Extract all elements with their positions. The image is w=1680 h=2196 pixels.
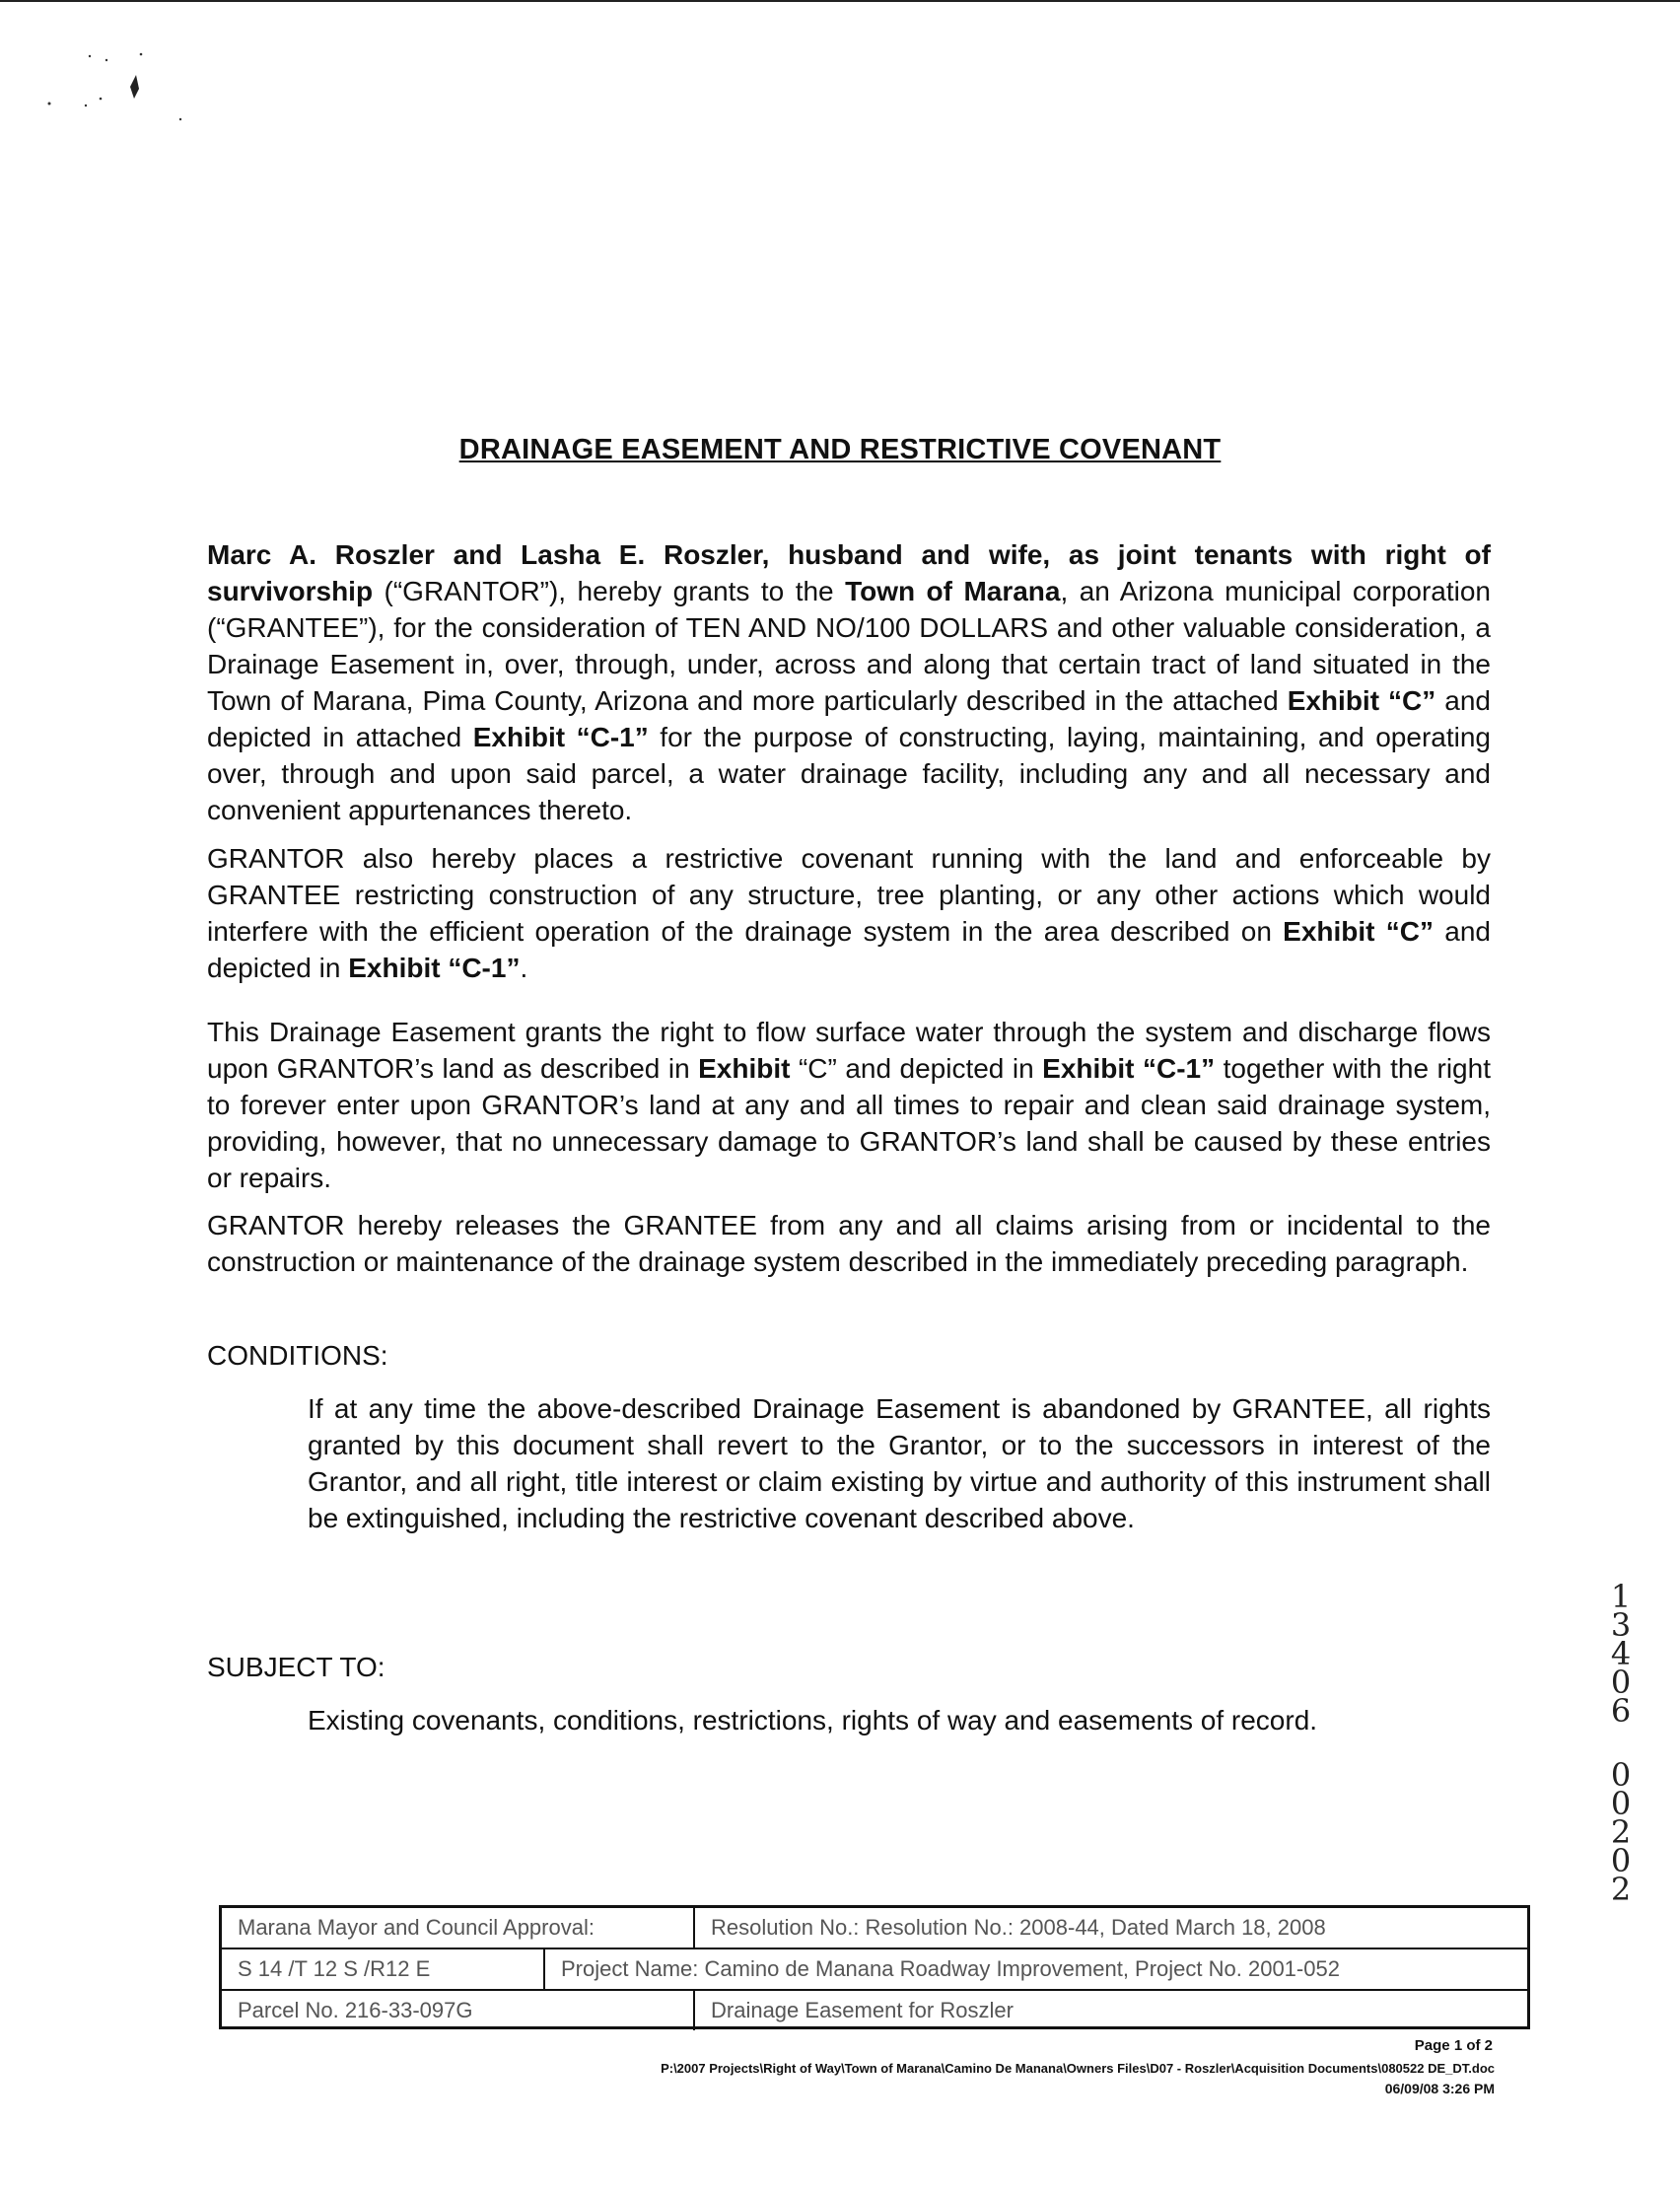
exhibit-label: Exhibit [1042,1053,1135,1084]
easement-description: Drainage Easement for Roszler [693,1991,1527,2030]
file-datetime: 06/09/08 3:26 PM [1384,2081,1495,2096]
project-name: Project Name: Camino de Manana Roadway Improvement, Project No. 2001-052 [543,1949,1527,1989]
covenant-text-a: GRANTOR also hereby places a restrictive covenant running with the land and enforceable by GRANTEE restricting construction of any structure, tree planting, or any other actions which would interfere with the efficient operation of the drainage system in the area described on [207,843,1491,947]
parcel-number: Parcel No. 216-33-097G [238,1998,473,2022]
recording-stamp [1601,1578,1641,1908]
section-township-range: S 14 /T 12 S /R12 E [238,1956,431,1981]
table-row [222,1908,1527,1949]
exhibit-c-ref: Exhibit “C” [1287,685,1436,716]
stamp-digit: 1 [1610,1578,1632,1615]
stamp-digit: 2 [1610,1871,1632,1908]
resolution-number: Resolution No.: Resolution No.: 2008-44, Dated March 18, 2008 [693,1908,1527,1948]
exhibit-c-ref: Exhibit “C” [1283,916,1434,947]
stamp-digit: 3 [1610,1606,1632,1644]
document-title: DRAINAGE EASEMENT AND RESTRICTIVE COVENANT [458,434,1222,465]
page-number: Page 1 of 2 [1414,2037,1493,2054]
file-path: P:\2007 Projects\Right of Way\Town of Marana\Camino De Manana\Owners Files\D07 - Roszler\Acquisition Documents\080522 DE_DT.doc [661,2061,1495,2076]
flow-text-b: and depicted in [836,1053,1043,1084]
conditions-heading: CONDITIONS: [207,1340,388,1371]
subject-to-text: Existing covenants, conditions, restrictions, rights of way and easements of record. [308,1705,1318,1736]
stamp-digit: 0 [1610,1756,1632,1794]
stamp-digit: 2 [1610,1813,1632,1851]
exhibit-label: Exhibit [698,1053,791,1084]
stamp-digit: 0 [1610,1785,1632,1822]
approval-table [219,1905,1530,2029]
release-paragraph: GRANTOR hereby releases the GRANTEE from any and all claims arising from or incidental to the construction or maintenance of the drainage system described in the immediately preceding paragraph. [207,1210,1491,1277]
covenant-paragraph [207,840,1491,986]
covenant-text-c: . [520,953,528,983]
exhibit-c1-quote: “C-1” [1134,1053,1216,1084]
exhibit-c1-ref: Exhibit “C-1” [348,953,521,983]
stamp-digit: 6 [1610,1692,1632,1730]
flow-rights-paragraph [207,1014,1491,1196]
conditions-text: If at any time the above-described Drainage Easement is abandoned by GRANTEE, all rights granted by this document shall revert to the Grantor, or to the successors in interest of the Grantor, and all right, title interest or claim existing by virtue and authority of this instrument shall be extinguished, including the restrictive covenant described above. [308,1393,1491,1533]
flow-text-a: This Drainage Easement grants the right to flow surface water through the system and discharge flows upon GRANTOR’s land as described in [207,1017,1491,1084]
table-row [222,1991,1527,2030]
table-row [222,1949,1527,1991]
grantee-name: Town of Marana [845,576,1061,606]
stamp-digit: 4 [1610,1635,1632,1672]
stamp-digit: 0 [1610,1842,1632,1879]
grant-text-b: , an Arizona municipal corporation (“GRANTEE”), for the consideration of TEN AND NO/100 DOLLARS and other valuable consideration, a Drainage Easement in, over, through, under, across and along that certain tract of land situated in the Town of Marana, Pima County, Arizona and more particularly described in the attached [207,576,1491,716]
grant-text-c: and depicted in attached [207,685,1491,752]
stamp-digit: 0 [1610,1664,1632,1701]
approval-label: Marana Mayor and Council Approval: [238,1915,595,1940]
flow-text-c: together with the right to forever enter upon GRANTOR’s land at any and all times to repair and clean said drainage system, providing, however, that no unnecessary damage to GRANTOR’s land shall be caused by these entries or repairs. [207,1053,1491,1193]
grantor-names: Marc A. Roszler and Lasha E. Roszler, husband and wife, as joint tenants with right of survivorship [207,539,1491,606]
grant-text-d: for the purpose of constructing, laying, maintaining, and operating over, through and upon said parcel, a water drainage facility, including any and all necessary and convenient appurtenances thereto. [207,722,1491,825]
covenant-text-b: and depicted in [207,916,1491,983]
exhibit-c1-ref: Exhibit “C-1” [472,722,649,752]
grant-paragraph [207,536,1491,828]
subject-to-heading: SUBJECT TO: [207,1652,385,1682]
scan-specks [39,39,187,128]
exhibit-c-quote: “C” [790,1053,837,1084]
grant-text-a: (“GRANTOR”), hereby grants to the [373,576,846,606]
top-edge-line [0,0,1680,2]
